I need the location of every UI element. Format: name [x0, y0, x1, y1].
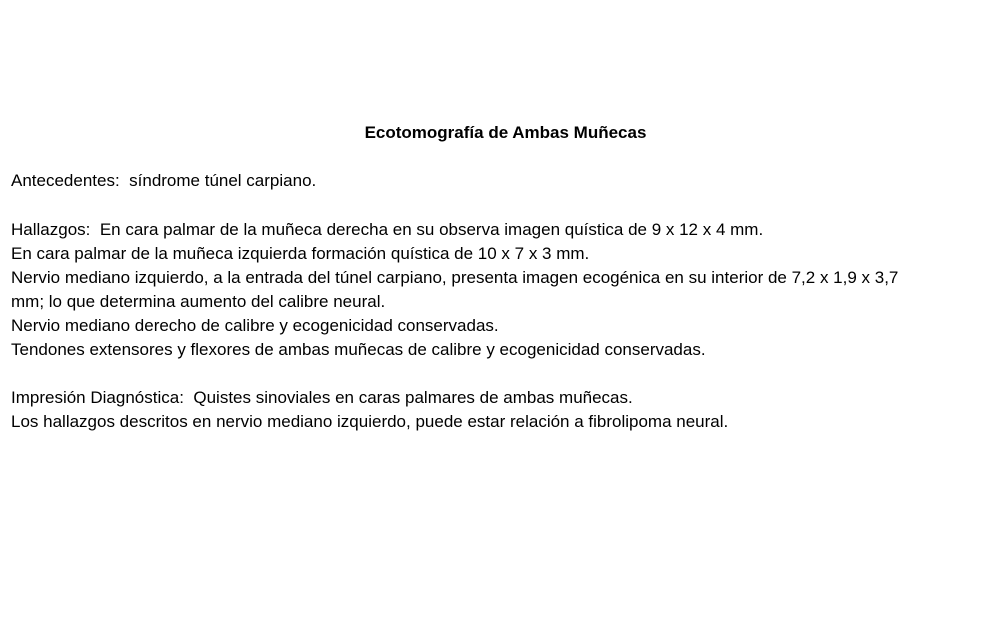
hallazgos-line: Hallazgos: En cara palmar de la muñeca derecha en su observa imagen quística de 9 x 12 x 4 mm.: [11, 220, 764, 239]
impresion-line: Impresión Diagnóstica: Quistes sinoviales en caras palmares de ambas muñecas.: [11, 388, 633, 407]
report-title: Ecotomografía de Ambas Muñecas: [364, 123, 647, 142]
hallazgos-line: Nervio mediano izquierdo, a la entrada del túnel carpiano, presenta imagen ecogénica en su interior de 7,2 x 1,9 x 3,7: [11, 268, 899, 287]
hallazgos-line: mm; lo que determina aumento del calibre neural.: [11, 292, 386, 311]
hallazgos-line: Tendones extensores y flexores de ambas muñecas de calibre y ecogenicidad conservadas.: [11, 340, 706, 359]
hallazgos-line: Nervio mediano derecho de calibre y ecogenicidad conservadas.: [11, 316, 499, 335]
hallazgos-line: En cara palmar de la muñeca izquierda formación quística de 10 x 7 x 3 mm.: [11, 244, 590, 263]
impresion-line: Los hallazgos descritos en nervio mediano izquierdo, puede estar relación a fibrolipoma neural.: [11, 412, 729, 431]
antecedentes-line: Antecedentes: síndrome túnel carpiano.: [11, 171, 317, 190]
